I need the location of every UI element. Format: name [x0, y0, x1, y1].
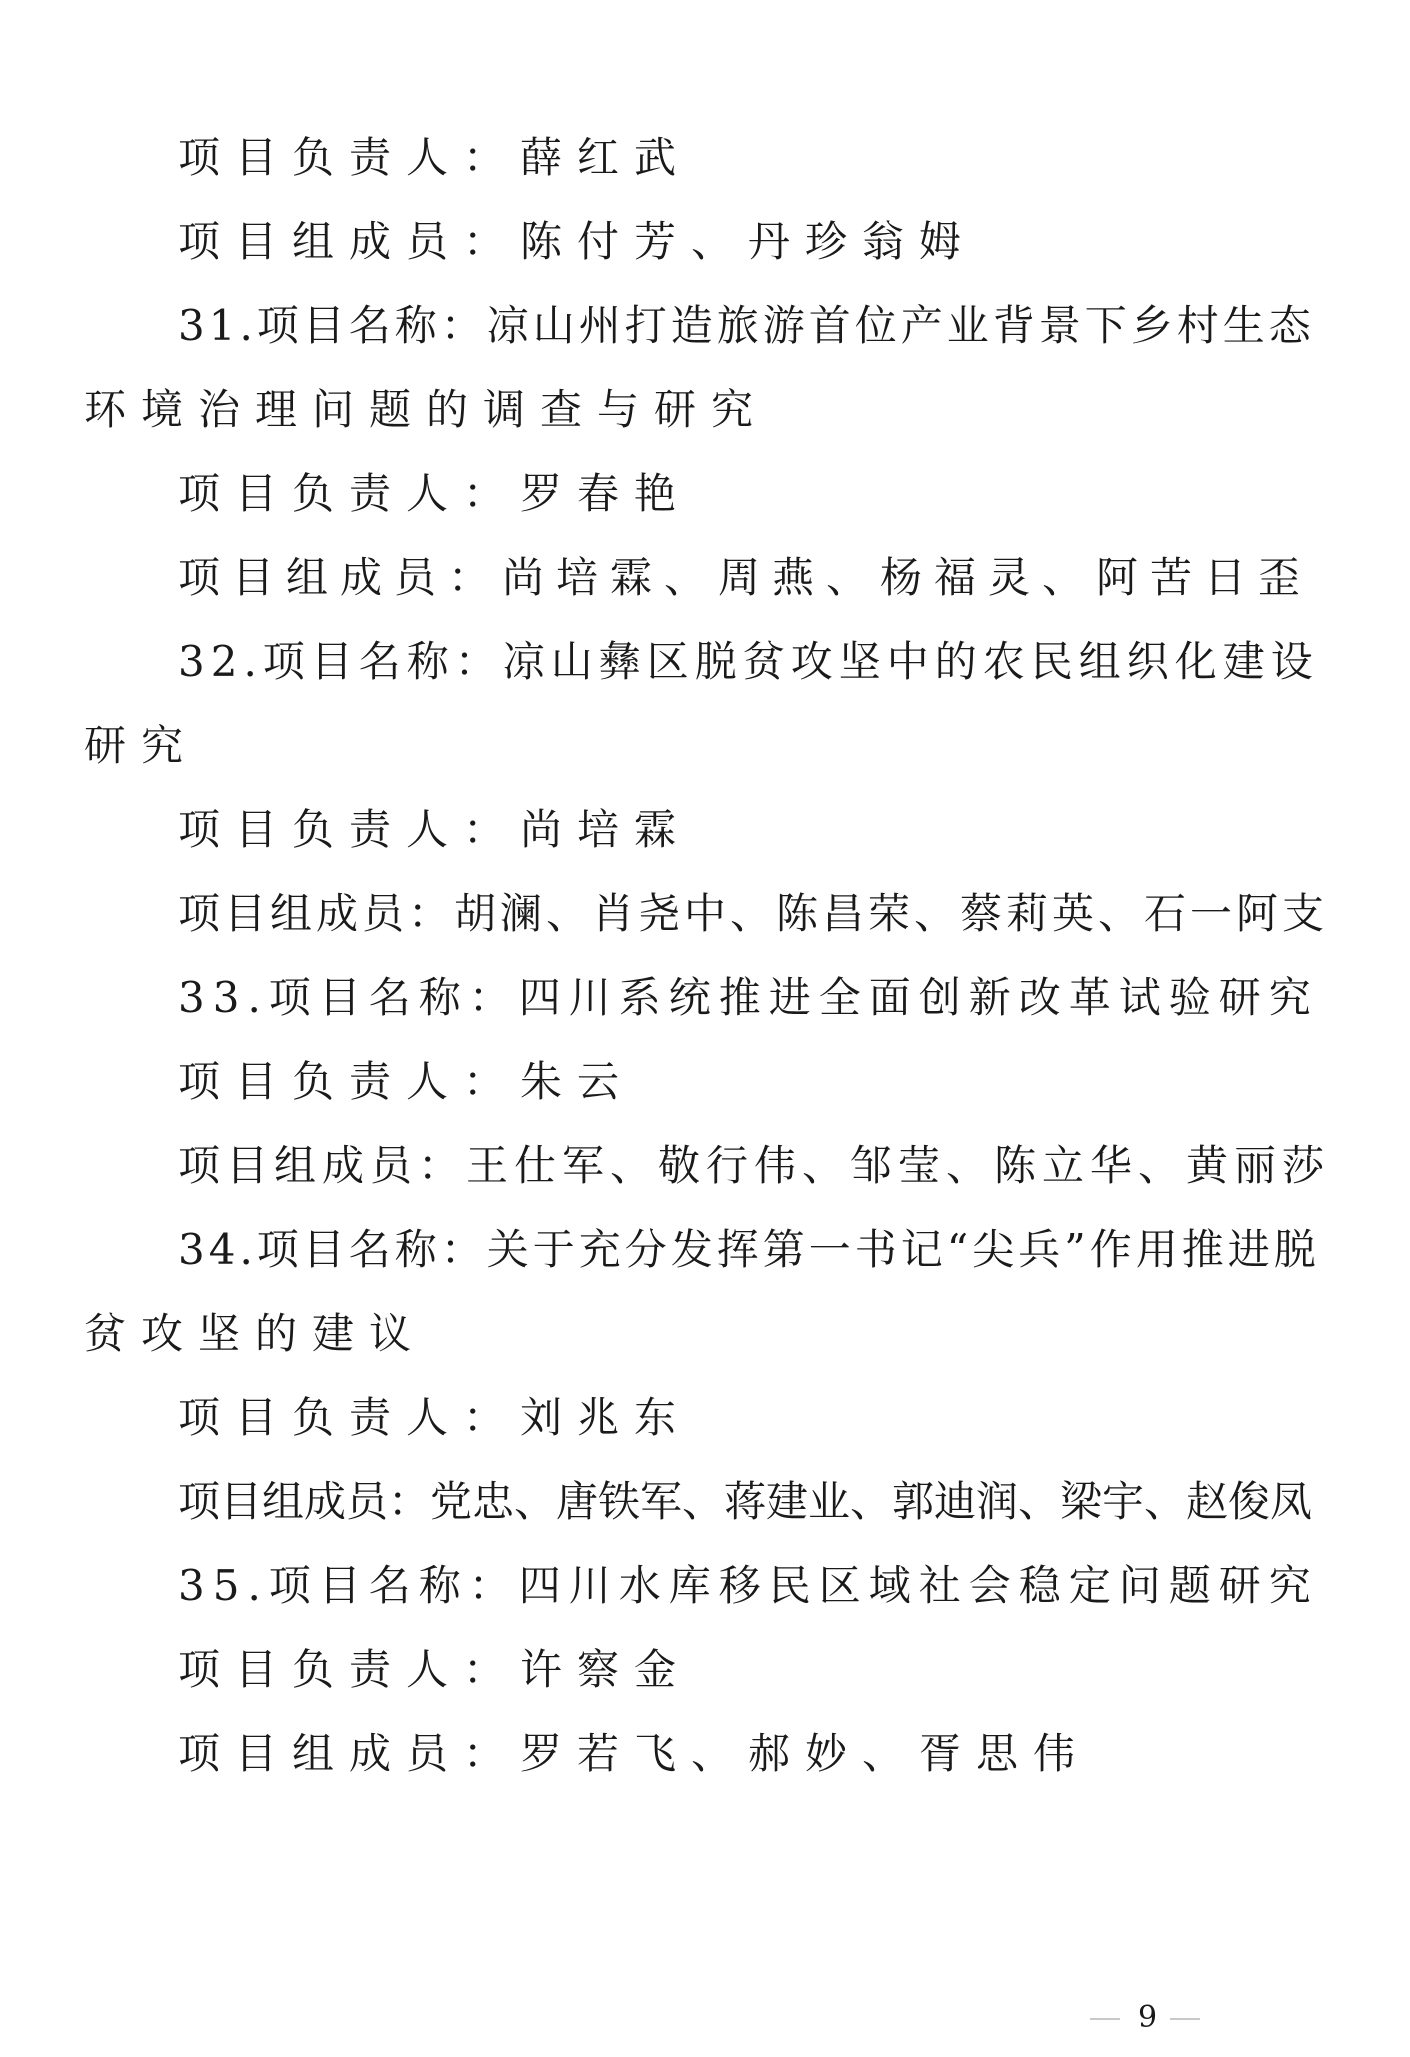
project-32-members: 项目组成员：胡澜、肖尧中、陈昌荣、蔡莉英、石一阿支: [178, 889, 1329, 938]
project-35-title: 35.项目名称：四川水库移民区域社会稳定问题研究: [178, 1561, 1319, 1610]
project-31-members: 项目组成员：尚培霖、周燕、杨福灵、阿苦日歪: [178, 553, 1313, 602]
project-30-members: 项目组成员：陈付芳、丹珍翁姆: [178, 217, 977, 266]
project-31-title-cont: 环境治理问题的调查与研究: [84, 385, 769, 434]
project-34-members: 项目组成员：党忠、唐铁军、蒋建业、郭迪润、梁宇、赵俊凤: [178, 1477, 1313, 1526]
project-33-title: 33.项目名称：四川系统推进全面创新改革试验研究: [178, 973, 1319, 1022]
project-34-title-cont: 贫攻坚的建议: [84, 1309, 427, 1358]
project-31-title: 31.项目名称：凉山州打造旅游首位产业背景下乡村生态: [178, 301, 1315, 350]
project-34-leader: 项目负责人：刘兆东: [178, 1393, 692, 1442]
project-32-title: 32.项目名称：凉山彝区脱贫攻坚中的农民组织化建设: [178, 637, 1319, 686]
project-30-leader: 项目负责人：薛红武: [178, 133, 692, 182]
page-number-dash-right: [1170, 2018, 1200, 2020]
project-35-members: 项目组成员：罗若飞、郝妙、胥思伟: [178, 1729, 1091, 1778]
page-number: 9: [1138, 2000, 1158, 2035]
project-34-title: 34.项目名称：关于充分发挥第一书记“尖兵”作用推进脱: [178, 1225, 1320, 1274]
project-31-leader: 项目负责人：罗春艳: [178, 469, 692, 518]
page-number-dash-left: [1090, 2018, 1120, 2020]
project-33-members: 项目组成员：王仕军、敬行伟、邹莹、陈立华、黄丽莎: [178, 1141, 1331, 1190]
project-35-leader: 项目负责人：许察金: [178, 1645, 692, 1694]
project-32-leader: 项目负责人：尚培霖: [178, 805, 692, 854]
project-32-title-cont: 研究: [84, 721, 199, 770]
project-33-leader: 项目负责人：朱云: [178, 1057, 635, 1106]
